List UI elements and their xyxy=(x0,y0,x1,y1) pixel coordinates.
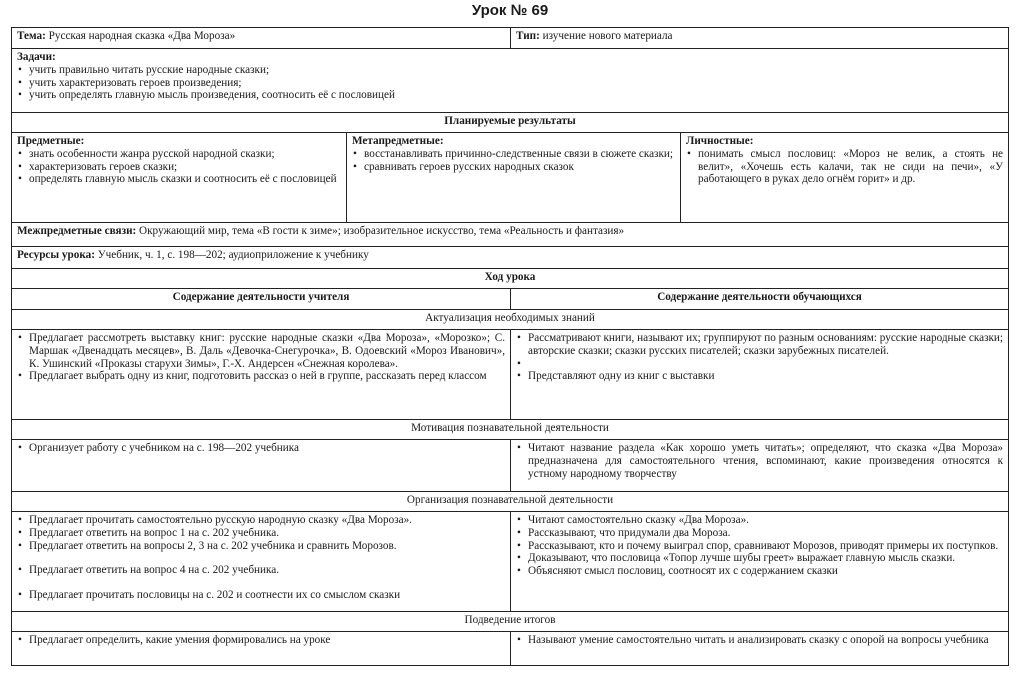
students-activity-list xyxy=(516,332,1003,382)
list-item: • характеризовать героев сказки; xyxy=(17,161,341,174)
resources-cell xyxy=(12,247,1009,269)
list-item: • Рассказывают, кто и почему выиграл спор, сравнивают Морозов, приводят примеры их поступков. xyxy=(516,540,1003,553)
interdisciplinary-row xyxy=(12,223,1009,247)
personal-results-label: Личностные: xyxy=(686,135,754,147)
resources-label: Ресурсы урока: xyxy=(17,249,95,261)
lesson-flow-header-row xyxy=(12,269,1009,289)
list-item: • учить определять главную мысль произведения, соотносить её с пословицей xyxy=(17,89,1003,102)
columns-header-row xyxy=(12,289,1009,310)
resources-value: Учебник, ч. 1, с. 198—202; аудиоприложение к учебнику xyxy=(97,249,369,261)
lesson-table xyxy=(11,27,1009,666)
students-activity-cell xyxy=(511,330,1009,420)
list-item: • Предлагает выбрать одну из книг, подготовить рассказ о ней в группе, рассказать перед классом xyxy=(17,370,505,383)
students-activity-cell xyxy=(511,632,1009,666)
type-cell xyxy=(511,28,1009,49)
list-item: • Предлагает рассмотреть выставку книг: русские народные сказки «Два Мороза», «Морозко»; С. Маршак «Двенадцать месяцев», В. Даль «Девочка-Снегурочка», В. Одоевский «Мороз Иванович», К. Ушинский «Проказы старухи Зимы», Г.-Х. Андерсен «Снежная королева». xyxy=(17,332,505,370)
section-row xyxy=(12,440,1009,492)
meta-results-label: Метапредметные: xyxy=(352,135,444,147)
list-item: • учить характеризовать героев произведения; xyxy=(17,77,1003,90)
teacher-activity-list xyxy=(17,442,505,455)
list-item: • определять главную мысль сказки и соотносить её с пословицей xyxy=(17,173,341,186)
list-item: • Объясняют смысл пословиц, соотносят их с содержанием сказки xyxy=(516,565,1003,578)
interdisciplinary-cell xyxy=(12,223,1009,247)
subject-results-list xyxy=(17,148,341,186)
topic-row xyxy=(12,28,1009,49)
list-item: • Предлагает прочитать самостоятельно русскую народную сказку «Два Мороза». xyxy=(17,514,505,527)
list-item: • Представляют одну из книг с выставки xyxy=(516,370,1003,383)
lesson-flow-header: Ход урока xyxy=(12,269,1009,289)
interdisciplinary-label: Межпредметные связи: xyxy=(17,225,137,237)
interdisciplinary-value: Окружающий мир, тема «В гости к зиме»; изобразительное искусство, тема «Реальность и фантазия» xyxy=(139,225,625,237)
tasks-cell xyxy=(12,49,1009,113)
subject-results-label: Предметные: xyxy=(17,135,85,147)
type-value: изучение нового материала xyxy=(542,30,673,42)
list-item: • сравнивать героев русских народных сказок xyxy=(352,161,675,174)
meta-results-cell xyxy=(347,133,681,223)
list-item: • знать особенности жанра русской народной сказки; xyxy=(17,148,341,161)
students-activity-list xyxy=(516,514,1003,578)
list-item: • Доказывают, что пословица «Топор лучше шубы греет» выражает главную мысль сказки. xyxy=(516,552,1003,565)
planned-results-header-row xyxy=(12,113,1009,133)
planned-results-header: Планируемые результаты xyxy=(12,113,1009,133)
list-item: • Предлагает определить, какие умения формировались на уроке xyxy=(17,634,505,647)
teacher-activity-list xyxy=(17,634,505,647)
section-header: Мотивация познавательной деятельности xyxy=(12,420,1009,440)
students-column-header: Содержание деятельности обучающихся xyxy=(511,289,1009,310)
list-item: • Предлагает ответить на вопросы 2, 3 на с. 202 учебника и сравнить Морозов. xyxy=(17,540,505,553)
list-item: • Читают название раздела «Как хорошо уметь читать»; определяют, что сказка «Два Мороза» предназначена для самостоятельного чтения, вспоминают, какие произведения относятся к устному народному творчеству xyxy=(516,442,1003,480)
tasks-row xyxy=(12,49,1009,113)
students-activity-list xyxy=(516,634,1003,647)
personal-results-list xyxy=(686,148,1003,186)
section-row xyxy=(12,330,1009,420)
section-header-row xyxy=(12,310,1009,330)
list-item: • учить правильно читать русские народные сказки; xyxy=(17,64,1003,77)
tasks-label: Задачи: xyxy=(17,51,56,63)
list-item: • Читают самостоятельно сказку «Два Мороза». xyxy=(516,514,1003,527)
teacher-activity-list xyxy=(17,514,505,602)
meta-results-list xyxy=(352,148,675,174)
list-item: • Предлагает ответить на вопрос 1 на с. 202 учебника. xyxy=(17,527,505,540)
section-header-row xyxy=(12,420,1009,440)
students-activity-cell xyxy=(511,440,1009,492)
teacher-column-header: Содержание деятельности учителя xyxy=(12,289,511,310)
section-header-row xyxy=(12,612,1009,632)
teacher-activity-list xyxy=(17,332,505,383)
tasks-list xyxy=(17,64,1003,102)
list-item: • Организует работу с учебником на с. 198—202 учебника xyxy=(17,442,505,455)
topic-cell xyxy=(12,28,511,49)
list-item: • Предлагает прочитать пословицы на с. 202 и соотнести их со смыслом сказки xyxy=(17,589,505,602)
teacher-activity-cell xyxy=(12,512,511,612)
list-item: • понимать смысл пословиц: «Мороз не велик, а стоять не велит», «Хочешь есть калачи, так не сиди на печи», «У работающего в руках дело огнём горит» и др. xyxy=(686,148,1003,186)
section-header: Актуализация необходимых знаний xyxy=(12,310,1009,330)
lesson-title: Урок № 69 xyxy=(471,2,549,19)
section-header: Организация познавательной деятельности xyxy=(12,492,1009,512)
students-activity-cell xyxy=(511,512,1009,612)
resources-row xyxy=(12,247,1009,269)
subject-results-cell xyxy=(12,133,347,223)
personal-results-cell xyxy=(681,133,1009,223)
topic-value: Русская народная сказка «Два Мороза» xyxy=(48,30,236,42)
section-row xyxy=(12,512,1009,612)
planned-results-row xyxy=(12,133,1009,223)
type-label: Тип: xyxy=(516,30,540,42)
section-row xyxy=(12,632,1009,666)
teacher-activity-cell xyxy=(12,632,511,666)
students-activity-list xyxy=(516,442,1003,480)
list-item: • Называют умение самостоятельно читать и анализировать сказку с опорой на вопросы учебника xyxy=(516,634,1003,647)
topic-label: Тема: xyxy=(17,30,46,42)
teacher-activity-cell xyxy=(12,330,511,420)
section-header: Подведение итогов xyxy=(12,612,1009,632)
list-item: • Рассматривают книги, называют их; группируют по разным основаниям: русские народные сказки; авторские сказки; сказки русских писателей; сказки зарубежных писателей. xyxy=(516,332,1003,358)
teacher-activity-cell xyxy=(12,440,511,492)
list-item: • Рассказывают, что придумали два Мороза. xyxy=(516,527,1003,540)
section-header-row xyxy=(12,492,1009,512)
list-item: • восстанавливать причинно-следственные связи в сюжете сказки; xyxy=(352,148,675,161)
list-item: • Предлагает ответить на вопрос 4 на с. 202 учебника. xyxy=(17,564,505,577)
